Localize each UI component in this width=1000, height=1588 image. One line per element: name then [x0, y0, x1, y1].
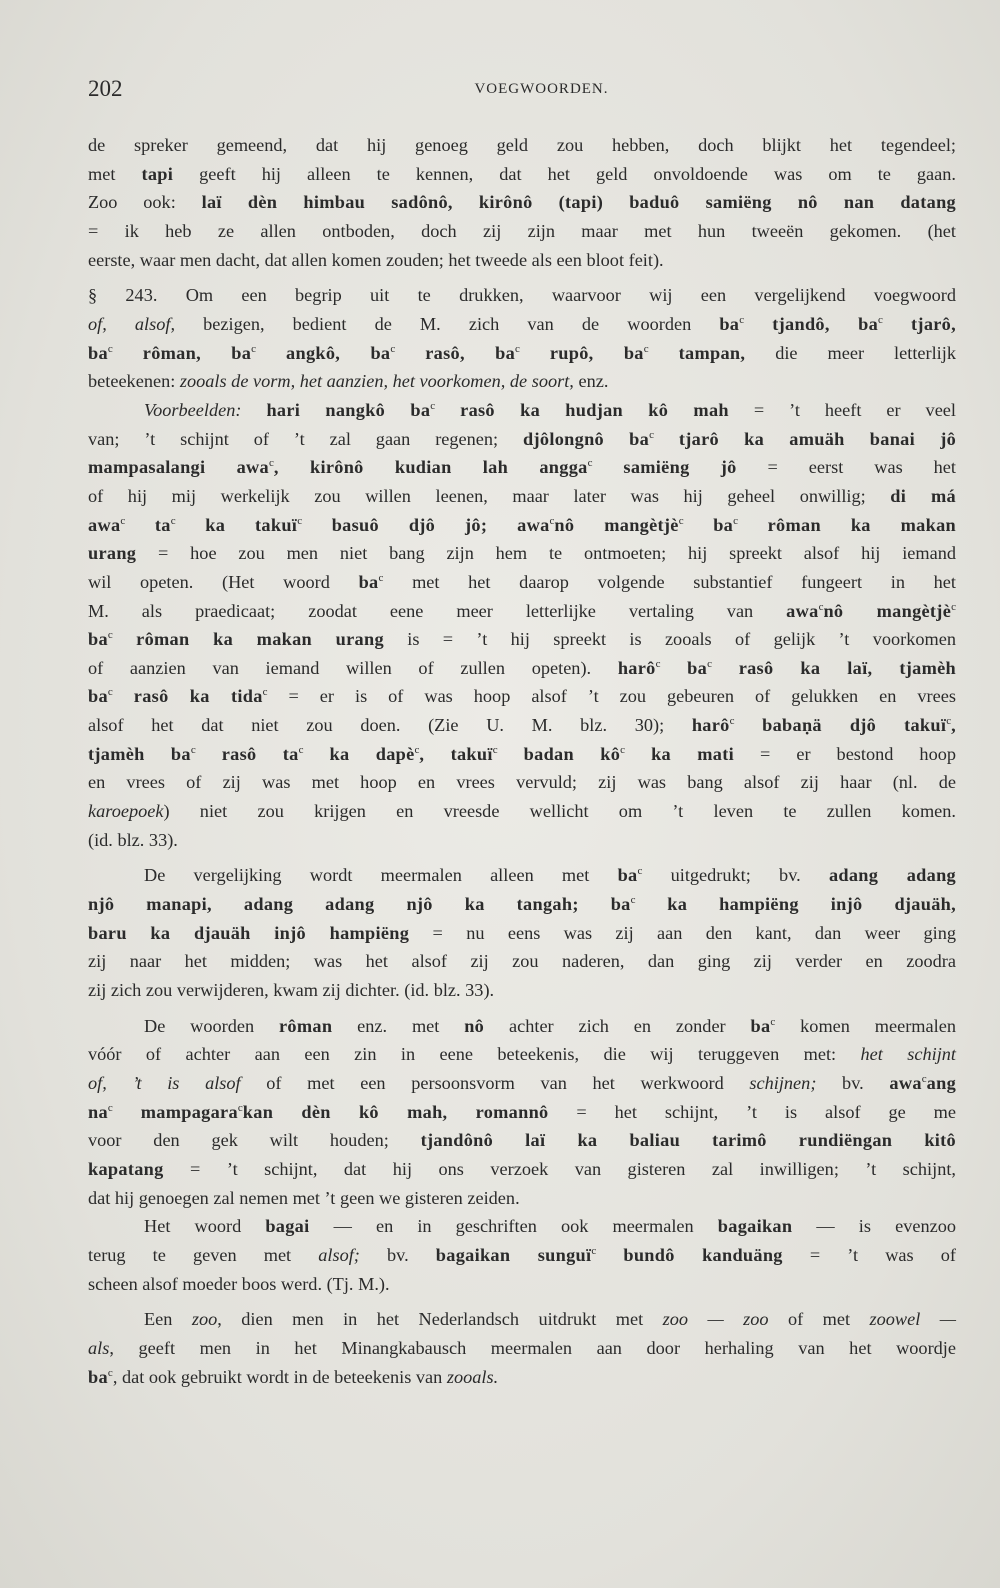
- text-segment: c: [921, 1072, 927, 1085]
- text-segment: djôlongnô ba: [523, 428, 650, 449]
- text-segment: [304, 744, 330, 764]
- text-segment: kan dèn kô mah, romannô: [242, 1101, 549, 1122]
- text-segment: rasô ka hudjan kô mah: [460, 399, 729, 420]
- text-line: [88, 1212, 956, 1241]
- text-segment: zooals.: [446, 1366, 499, 1387]
- text-line: [88, 482, 956, 511]
- text-line: [88, 188, 956, 217]
- text-segment: c: [262, 686, 268, 699]
- text-segment: urang: [88, 543, 137, 564]
- text-segment: [654, 429, 679, 449]
- text-segment: voor den gek wilt houden;: [88, 1130, 421, 1151]
- text-segment: nô: [464, 1015, 485, 1036]
- paragraph: [88, 1212, 956, 1298]
- text-line: [88, 1363, 956, 1392]
- text-segment: [113, 1102, 141, 1122]
- text-segment: [302, 515, 332, 535]
- text-line: [88, 1069, 956, 1098]
- text-segment: c: [739, 313, 745, 326]
- text-segment: tjarô ka amuäh banai jô: [678, 428, 957, 449]
- text-segment: bagaikan: [717, 1216, 793, 1237]
- text-segment: c: [678, 514, 684, 527]
- text-segment: zij zich zou verwijderen, kwam zij dichter. (id. blz. 33).: [88, 980, 495, 1001]
- text-line: [88, 654, 956, 683]
- text-segment: angkô, ba: [286, 342, 391, 363]
- text-segment: nô mangètjè: [823, 600, 952, 621]
- text-segment: c: [655, 657, 661, 670]
- text-segment: ba: [750, 1015, 771, 1036]
- text-segment: [435, 400, 460, 420]
- text-segment: c: [630, 893, 636, 906]
- text-segment: bagaikan sunguï: [435, 1244, 592, 1265]
- text-segment: rôman ka makan urang: [136, 629, 384, 650]
- text-segment: mampasalangi awa: [88, 457, 269, 478]
- text-segment: = het schijnt, ’t is alsof ge me: [548, 1101, 956, 1122]
- text-segment: di má: [890, 485, 956, 506]
- text-segment: c: [707, 657, 712, 670]
- text-segment: ba: [713, 514, 734, 535]
- text-segment: [113, 343, 143, 363]
- text-line: [88, 826, 956, 855]
- text-segment: achter zich en zonder: [484, 1015, 751, 1036]
- text-line: [88, 217, 956, 246]
- text-segment: alsof het dat niet zou doen. (Zie U. M. blz. 30);: [88, 715, 692, 736]
- text-line: [88, 597, 956, 626]
- text-segment: het schijnt: [860, 1044, 956, 1065]
- text-segment: c: [818, 600, 824, 613]
- text-segment: ka mati: [651, 743, 735, 764]
- text-segment: eerste, waar men dacht, dat allen komen zouden; het tweede als een bloot feit).: [88, 249, 664, 270]
- text-segment: rasô ka laï, tjamèh: [738, 657, 956, 678]
- text-line: [88, 425, 956, 454]
- text-segment: of, alsof,: [88, 313, 176, 334]
- text-segment: c: [549, 514, 555, 527]
- text-segment: [176, 515, 206, 535]
- text-segment: zij naar het midden; was het alsof zij zou naderen, dan ging zij verder en zoodra: [88, 951, 956, 972]
- text-segment: = ik heb ze allen ontboden, doch zij zijn maar met hun tweeën gekomen. (het: [88, 220, 956, 241]
- text-segment: de spreker gemeend, dat hij genoeg geld zou hebben, doch blijkt het tegendeel;: [88, 135, 956, 155]
- text-line: [88, 1098, 956, 1127]
- text-line: [88, 711, 956, 740]
- text-segment: = eerst was het: [736, 457, 956, 478]
- text-line: [88, 1012, 956, 1041]
- page-header: [88, 76, 955, 106]
- text-segment: of, ’t is alsof: [88, 1073, 241, 1093]
- text-segment: na: [88, 1101, 108, 1122]
- text-segment: c: [269, 457, 274, 470]
- text-segment: c: [951, 600, 956, 613]
- text-segment: [596, 1245, 623, 1265]
- text-segment: van; ’t schijnt of ’t zal gaan regenen;: [88, 428, 524, 449]
- text-line: [88, 1270, 956, 1299]
- text-segment: komen meermalen: [775, 1015, 956, 1036]
- text-line: [88, 768, 956, 797]
- text-segment: c: [430, 399, 436, 412]
- text-segment: , dien men in het Nederlandsch uitdrukt met: [217, 1309, 663, 1330]
- paragraph: [88, 1012, 956, 1213]
- text-segment: c: [378, 571, 384, 584]
- text-segment: c: [107, 629, 113, 642]
- text-line: [88, 1040, 956, 1069]
- text-line: [88, 682, 956, 711]
- text-segment: basuô djô jô; awa: [331, 514, 550, 535]
- text-segment: enz.: [573, 371, 609, 392]
- paragraph: [88, 131, 956, 274]
- page-number: 202: [88, 76, 123, 101]
- text-line: [88, 976, 956, 1005]
- text-segment: laï dèn himbau sadônô, kirônô (tapi) baduô samiëng nô nan datang: [201, 192, 956, 213]
- text-segment: [712, 658, 739, 678]
- text-segment: ba: [88, 1366, 108, 1387]
- text-segment: awa: [786, 600, 819, 621]
- text-segment: Een: [144, 1309, 192, 1330]
- text-segment: zoo — zoo: [662, 1309, 769, 1330]
- text-segment: = er is of was hoop alsof ’t zou gebeuren of gelukken en vrees: [267, 686, 956, 707]
- text-segment: ba: [617, 865, 638, 886]
- text-segment: — en in geschriften ook meermalen: [309, 1216, 718, 1237]
- text-segment: beteekenen:: [88, 371, 180, 392]
- text-segment: tampan,: [678, 342, 746, 363]
- text-line: [88, 453, 956, 482]
- text-segment: [498, 744, 524, 764]
- text-segment: [113, 686, 134, 706]
- text-segment: = ’t was of: [782, 1244, 956, 1265]
- text-line: [88, 396, 956, 425]
- text-line: [88, 861, 956, 890]
- text-segment: die meer letterlijk: [745, 342, 956, 363]
- text-segment: hari nangkô ba: [266, 399, 431, 420]
- text-segment: c: [946, 715, 952, 728]
- text-segment: c: [649, 428, 654, 441]
- text-segment: njô manapi, adang adang njô ka tangah; ba: [88, 894, 631, 915]
- text-segment: kapatang: [88, 1158, 164, 1179]
- text-segment: zoo: [191, 1309, 218, 1330]
- text-segment: alsof;: [318, 1244, 360, 1265]
- text-segment: bagai: [265, 1216, 310, 1237]
- text-segment: mampagara: [140, 1101, 238, 1122]
- text-line: [88, 1305, 956, 1334]
- text-segment: , takuï: [419, 743, 493, 764]
- text-segment: rasô, ba: [425, 342, 516, 363]
- text-segment: § 243. Om een begrip uit te drukken, waarvoor wij een vergelijkend voegwoord: [88, 285, 956, 306]
- text-segment: [395, 343, 425, 363]
- text-line: [88, 511, 956, 540]
- text-segment: ba: [88, 629, 108, 650]
- text-segment: wil opeten. (Het woord: [88, 571, 359, 592]
- text-line: [88, 890, 956, 919]
- text-segment: ba: [88, 686, 108, 707]
- text-segment: c: [414, 743, 420, 756]
- text-segment: c: [170, 514, 176, 527]
- text-segment: [625, 744, 651, 764]
- text-segment: tapi: [141, 163, 174, 184]
- text-segment: c: [120, 514, 126, 527]
- text-segment: (id. blz. 33).: [88, 829, 178, 850]
- text-segment: ba: [719, 313, 740, 334]
- text-segment: M. als praedicaat; zoodat eene meer letterlijke vertaling van: [88, 600, 787, 621]
- text-segment: ta: [154, 514, 171, 535]
- text-segment: c: [492, 743, 498, 756]
- text-segment: c: [107, 1101, 113, 1114]
- text-line: [88, 310, 956, 339]
- text-segment: bv.: [359, 1244, 436, 1265]
- text-segment: [592, 457, 623, 477]
- text-line: [88, 1334, 956, 1363]
- text-segment: of met een persoonsvorm van het werkwoord: [240, 1073, 750, 1093]
- text-segment: , kirônô kudian lah angga: [273, 457, 588, 478]
- text-segment: zooals de vorm, het aanzien, het voorkomen, de soort,: [179, 371, 574, 392]
- text-segment: [660, 658, 687, 678]
- text-segment: c: [237, 1101, 243, 1114]
- text-segment: ba: [358, 571, 379, 592]
- text-segment: ka dapè: [329, 743, 415, 764]
- text-segment: [684, 515, 714, 535]
- text-segment: ) niet zou krijgen en vreesde wellicht om ’t leven te zullen komen.: [163, 801, 956, 822]
- text-line: [88, 625, 956, 654]
- text-segment: rôman, ba: [142, 342, 252, 363]
- text-segment: = ’t heeft er veel: [728, 399, 956, 420]
- text-segment: bv.: [816, 1073, 890, 1093]
- text-segment: ba: [687, 657, 708, 678]
- page-body: [88, 131, 956, 1391]
- text-line: [88, 1241, 956, 1270]
- text-segment: c: [390, 342, 396, 355]
- text-segment: of aanzien van iemand willen of zullen opeten).: [88, 657, 618, 678]
- text-segment: babaṇä djô takuï: [762, 715, 947, 736]
- text-segment: c: [878, 313, 883, 326]
- paragraph: [88, 1305, 956, 1391]
- text-segment: [196, 744, 222, 764]
- text-segment: adang adang: [828, 865, 956, 886]
- text-line: [88, 919, 956, 948]
- text-segment: rôman ka makan: [767, 514, 956, 535]
- running-head: VOEGWOORDEN.: [474, 81, 609, 97]
- text-segment: Het woord: [144, 1216, 266, 1237]
- text-segment: en vrees of zij was met hoop en vrees vervuld; zij was bang alsof zij haar (nl. de: [88, 772, 956, 793]
- text-segment: met: [88, 163, 142, 184]
- text-segment: tjandô, ba: [772, 313, 879, 334]
- text-segment: Voorbeelden:: [144, 399, 242, 420]
- text-segment: karoepoek: [88, 801, 164, 822]
- text-line: [88, 740, 956, 769]
- text-segment: c: [107, 1366, 113, 1379]
- text-segment: of met: [768, 1309, 870, 1330]
- text-segment: Zoo ook:: [88, 192, 202, 213]
- text-segment: [241, 400, 266, 420]
- text-segment: c: [190, 743, 196, 756]
- text-segment: [520, 343, 550, 363]
- text-segment: c: [591, 1244, 597, 1257]
- text-segment: awa: [88, 514, 121, 535]
- text-line: [88, 1126, 956, 1155]
- text-segment: [883, 314, 911, 334]
- text-segment: [734, 715, 762, 735]
- text-segment: ang: [926, 1073, 957, 1093]
- text-line: [88, 568, 956, 597]
- text-segment: c: [729, 715, 735, 728]
- text-segment: bezigen, bedient de M. zich van de woorden: [175, 313, 720, 334]
- text-segment: dat hij genoegen zal nemen met ’t geen we gisteren zeiden.: [88, 1187, 520, 1208]
- text-segment: De woorden: [144, 1015, 279, 1036]
- text-segment: ba: [88, 342, 108, 363]
- text-segment: [125, 515, 155, 535]
- text-segment: [738, 515, 768, 535]
- text-segment: c: [587, 457, 593, 470]
- text-line: [88, 339, 956, 368]
- text-segment: De vergelijking wordt meermalen alleen met: [144, 865, 618, 886]
- paragraph: [88, 861, 956, 1004]
- text-segment: ka hampiëng injô djauäh,: [667, 894, 956, 915]
- text-segment: c: [297, 514, 303, 527]
- text-segment: enz. met: [332, 1015, 465, 1036]
- text-segment: c: [620, 743, 626, 756]
- text-segment: = er bestond hoop: [734, 743, 956, 764]
- text-segment: samiëng jô: [623, 457, 737, 478]
- text-segment: , geeft men in het Minangkabausch meermalen aan door herhaling van het woordje: [109, 1337, 956, 1358]
- text-line: [88, 947, 956, 976]
- text-segment: is = ’t hij spreekt is zooals of gelijk ’t voorkomen: [383, 629, 957, 650]
- text-segment: c: [298, 743, 304, 756]
- text-segment: awa: [889, 1073, 922, 1093]
- text-segment: schijnen;: [749, 1073, 817, 1093]
- text-line: [88, 131, 956, 160]
- text-segment: = nu eens was zij aan den kant, dan weer ging: [409, 922, 956, 943]
- text-segment: vóór of achter aan een zin in eene beteekenis, die wij teruggeven met:: [88, 1044, 861, 1065]
- text-segment: nô mangètjè: [554, 514, 679, 535]
- text-segment: — is evenzoo: [792, 1216, 957, 1237]
- text-segment: [744, 314, 772, 334]
- text-segment: = ’t schijnt, dat hij ons verzoek van gisteren zal inwilligen; ’t schijnt,: [163, 1158, 956, 1179]
- text-segment: geeft hij alleen te kennen, dat het geld onvoldoende was om te gaan.: [173, 163, 956, 184]
- text-line: [88, 367, 956, 396]
- text-segment: bundô kanduäng: [623, 1244, 783, 1265]
- text-segment: rôman: [279, 1015, 333, 1036]
- text-segment: tjarô,: [911, 313, 956, 334]
- text-segment: uitgedrukt; bv.: [642, 865, 829, 886]
- text-line: [88, 160, 956, 189]
- text-segment: c: [643, 342, 649, 355]
- text-segment: , dat ook gebruikt wordt in de beteekenis van: [112, 1366, 447, 1387]
- text-segment: [256, 343, 286, 363]
- text-segment: [636, 894, 668, 914]
- text-segment: c: [637, 865, 643, 878]
- text-segment: c: [107, 686, 113, 699]
- text-segment: ,: [951, 715, 956, 736]
- text-segment: tjamèh ba: [88, 743, 191, 764]
- text-segment: tjandônô laï ka baliau tarimô rundiëngan kitô: [420, 1130, 956, 1151]
- text-segment: als: [88, 1337, 110, 1358]
- text-segment: c: [515, 342, 520, 355]
- text-segment: = hoe zou men niet bang zijn hem te ontmoeten; hij spreekt alsof hij iemand: [136, 543, 956, 564]
- text-segment: ka takuï: [205, 514, 298, 535]
- text-segment: c: [770, 1015, 776, 1028]
- text-segment: scheen alsof moeder boos werd. (Tj. M.).: [88, 1273, 390, 1294]
- text-line: [88, 246, 956, 275]
- text-segment: c: [107, 342, 113, 355]
- text-segment: zoowel —: [869, 1309, 956, 1330]
- text-segment: of hij mij werkelijk zou willen leenen, maar later was hij geheel onwillig;: [88, 485, 891, 506]
- text-line: [88, 281, 956, 310]
- text-line: [88, 1184, 956, 1213]
- paragraph: [88, 396, 956, 855]
- text-segment: baru ka djauäh injô hampiëng: [88, 922, 410, 943]
- paragraph: [88, 281, 956, 396]
- text-line: [88, 1155, 956, 1184]
- text-segment: rasô ta: [221, 743, 299, 764]
- text-segment: c: [251, 342, 257, 355]
- text-segment: harô: [617, 657, 656, 678]
- text-segment: c: [733, 514, 739, 527]
- text-line: [88, 797, 956, 826]
- text-line: [88, 539, 956, 568]
- text-segment: harô: [691, 715, 730, 736]
- text-segment: met het daarop volgende substantief fungeert in het: [383, 571, 956, 592]
- text-segment: terug te geven met: [88, 1244, 319, 1265]
- text-segment: badan kô: [523, 743, 621, 764]
- text-segment: rasô ka tida: [133, 686, 263, 707]
- text-segment: rupô, ba: [549, 342, 644, 363]
- text-segment: [113, 629, 136, 649]
- text-segment: [649, 343, 679, 363]
